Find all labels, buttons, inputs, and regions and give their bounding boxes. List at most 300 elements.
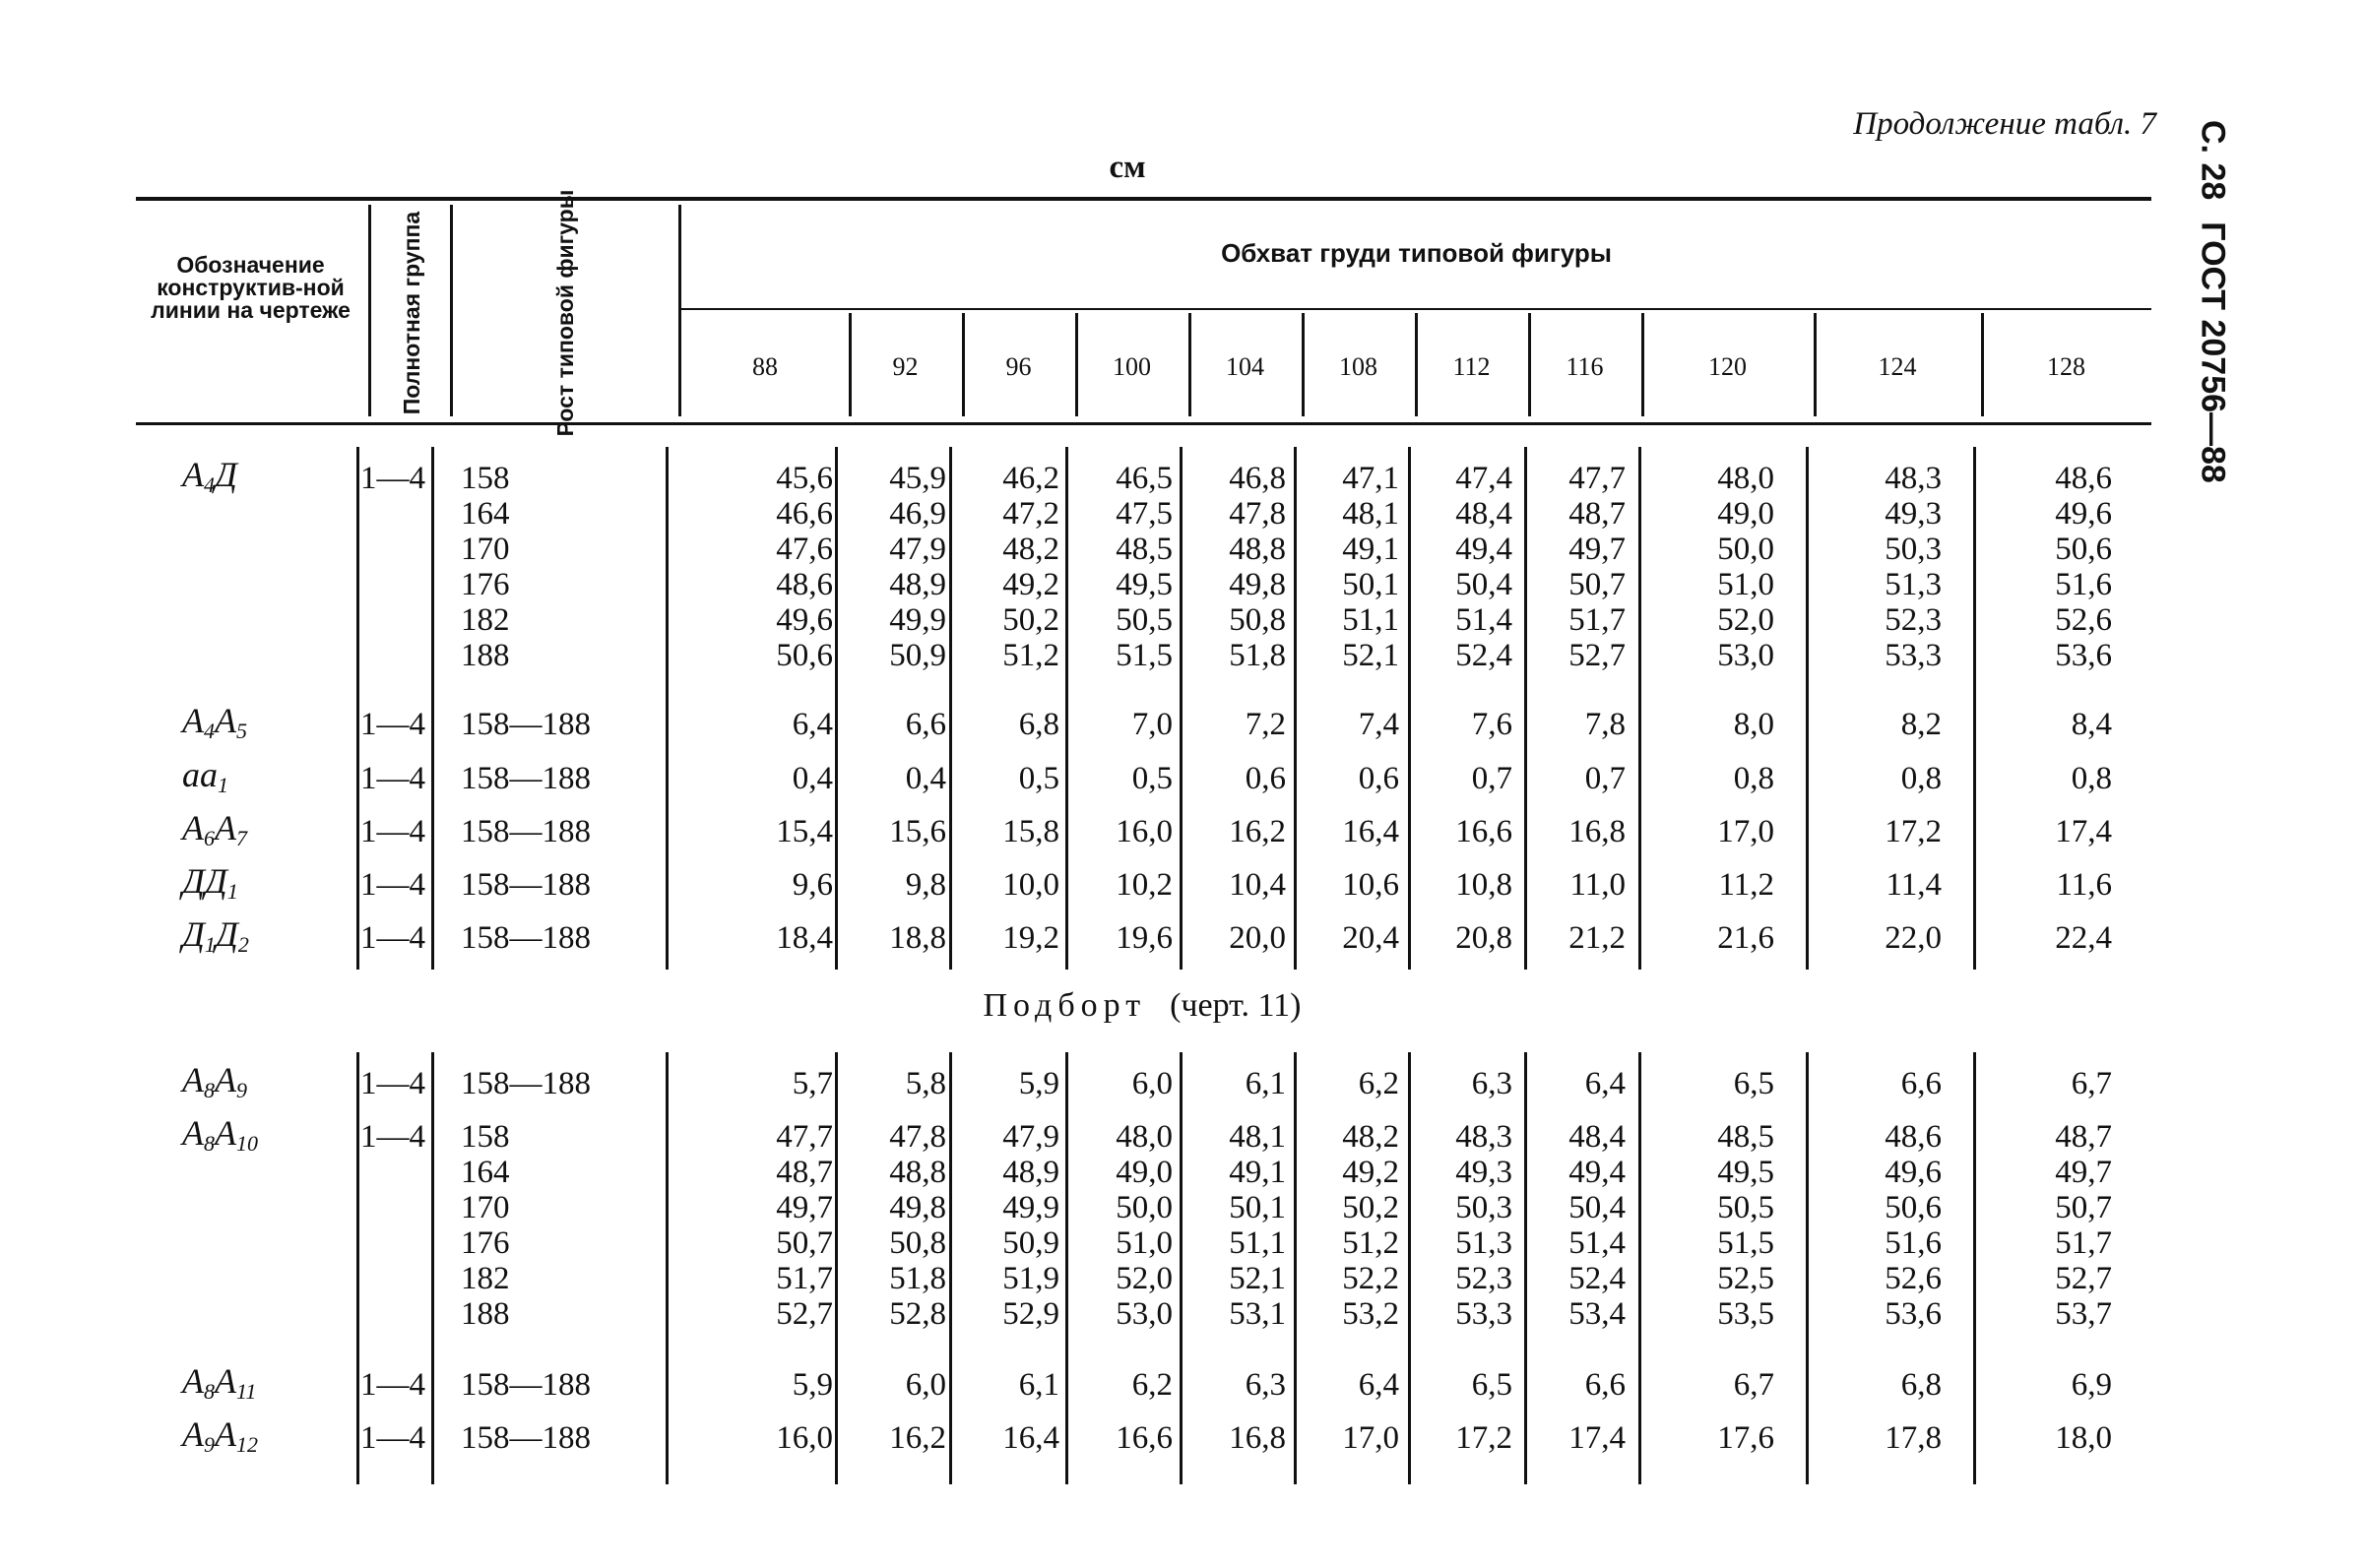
value-cell: 6,6 [1584,1367,1626,1403]
value-cell: 16,4 [1342,814,1399,849]
row-height: 182 [461,602,510,638]
value-cell: 47,8 [889,1119,946,1155]
value-cell: 47,8 [1229,496,1286,532]
value-cell: 6,4 [1358,1367,1399,1403]
value-cell: 52,8 [889,1296,946,1332]
value-cell: 51,6 [2055,567,2112,602]
value-cell: 50,3 [1455,1190,1512,1225]
value-cell: 51,2 [1342,1225,1399,1261]
value-cell: 15,4 [776,814,833,849]
header-vline-2 [450,205,453,416]
value-cell: 6,7 [2071,1066,2112,1101]
designation-part: А [215,1361,236,1401]
value-cell: 46,5 [1116,461,1173,496]
value-cell: 51,1 [1229,1225,1286,1261]
value-cell: 48,6 [776,567,833,602]
header-vline-3 [678,205,681,416]
designation-part: А [215,1060,236,1099]
value-cell: 16,2 [1229,814,1286,849]
value-cell: 50,8 [1229,602,1286,638]
value-cell: 48,8 [1229,532,1286,567]
section-title-text: Подборт [983,987,1147,1024]
size-header-100: 100 [1113,352,1151,381]
value-cell: 52,7 [2055,1261,2112,1296]
value-cell: 48,7 [776,1155,833,1190]
size-header-108: 108 [1339,352,1377,381]
value-cell: 51,3 [1885,567,1942,602]
row-group: 1—4 [360,920,425,956]
size-header-divider [1075,313,1078,416]
value-cell: 19,6 [1116,920,1173,956]
value-cell: 10,6 [1342,867,1399,903]
designation-part: А [182,1113,204,1153]
row-height: 158—188 [461,814,591,849]
value-cell: 49,1 [1229,1155,1286,1190]
value-cell: 49,2 [1342,1155,1399,1190]
row-group: 1—4 [360,1367,425,1403]
value-cell: 51,4 [1568,1225,1626,1261]
value-cell: 48,5 [1717,1119,1774,1155]
value-cell: 52,2 [1342,1261,1399,1296]
designation-part: 8 [204,1078,215,1102]
value-cell: 48,9 [1002,1155,1059,1190]
value-cell: 7,0 [1131,707,1173,742]
value-cell: 50,1 [1342,567,1399,602]
body-column-divider [1408,447,1411,970]
value-cell: 6,0 [1131,1066,1173,1101]
value-cell: 52,3 [1455,1261,1512,1296]
value-cell: 49,6 [2055,496,2112,532]
value-cell: 52,5 [1717,1261,1774,1296]
row-height: 158—188 [461,707,591,742]
size-header-divider [1981,313,1984,416]
side-header [2178,120,2247,543]
designation-part: А [182,808,204,847]
value-cell: 17,4 [1568,1420,1626,1456]
value-cell: 6,0 [905,1367,946,1403]
value-cell: 51,3 [1455,1225,1512,1261]
size-header-92: 92 [892,352,919,381]
row-height: 170 [461,1190,510,1225]
value-cell: 6,9 [2071,1367,2112,1403]
size-header-112: 112 [1452,352,1491,381]
designation-part: 1 [204,932,216,957]
value-cell: 52,0 [1116,1261,1173,1296]
value-cell: 49,7 [2055,1155,2112,1190]
value-cell: 48,3 [1455,1119,1512,1155]
value-cell: 53,2 [1342,1296,1399,1332]
row-designation [182,916,249,963]
row-height: 158—188 [461,867,591,903]
value-cell: 49,8 [889,1190,946,1225]
value-cell: 6,4 [1584,1066,1626,1101]
size-header-divider [1528,313,1531,416]
body-column-divider [1408,1052,1411,1484]
row-designation [182,1115,258,1161]
value-cell: 8,0 [1733,707,1774,742]
body-column-divider [431,1052,434,1484]
designation-part: 9 [204,1432,215,1457]
header-bottom-rule [136,422,2151,425]
size-header-116: 116 [1566,352,1604,381]
value-cell: 50,5 [1717,1190,1774,1225]
row-group: 1—4 [360,1066,425,1101]
value-cell: 48,4 [1455,496,1512,532]
designation-part: Д [215,455,237,494]
value-cell: 0,6 [1245,761,1286,796]
value-cell: 52,6 [1885,1261,1942,1296]
value-cell: 21,2 [1568,920,1626,956]
value-cell: 48,8 [889,1155,946,1190]
row-height: 158—188 [461,1420,591,1456]
value-cell: 49,0 [1116,1155,1173,1190]
size-header-120: 120 [1708,352,1747,381]
value-cell: 10,2 [1116,867,1173,903]
value-cell: 20,8 [1455,920,1512,956]
body-column-divider [1638,1052,1641,1484]
value-cell: 48,6 [1885,1119,1942,1155]
size-header-124: 124 [1878,352,1917,381]
value-cell: 5,9 [1018,1066,1059,1101]
row-height: 158 [461,1119,510,1155]
designation-part: 12 [236,1432,258,1457]
value-cell: 48,5 [1116,532,1173,567]
section-title-reference: (черт. 11) [1170,987,1302,1024]
body-column-divider [949,1052,952,1484]
value-cell: 47,6 [776,532,833,567]
value-cell: 49,8 [1229,567,1286,602]
body-column-divider [1294,447,1297,970]
value-cell: 53,6 [2055,638,2112,673]
designation-part: Д [215,914,238,954]
table-caption: Продолжение табл. 7 [1853,106,2156,142]
value-cell: 53,4 [1568,1296,1626,1332]
designation-part: 8 [204,1131,215,1156]
value-cell: 6,5 [1733,1066,1774,1101]
value-cell: 47,9 [1002,1119,1059,1155]
value-cell: 49,6 [1885,1155,1942,1190]
value-cell: 50,4 [1568,1190,1626,1225]
body-column-divider [1806,1052,1809,1484]
value-cell: 50,7 [1568,567,1626,602]
row-group: 1—4 [360,707,425,742]
designation-part: А [215,1113,236,1153]
value-cell: 47,7 [1568,461,1626,496]
value-cell: 50,2 [1342,1190,1399,1225]
row-group: 1—4 [360,814,425,849]
size-header-128: 128 [2047,352,2085,381]
value-cell: 46,2 [1002,461,1059,496]
body-column-divider [1180,1052,1183,1484]
row-height: 164 [461,496,510,532]
value-cell: 11,2 [1718,867,1774,903]
body-column-divider [1973,447,1976,970]
designation-part: А [182,1414,204,1454]
designation-part: А [215,701,236,740]
value-cell: 0,8 [1733,761,1774,796]
designation-part: 8 [204,1379,215,1404]
value-cell: 16,8 [1229,1420,1286,1456]
value-cell: 6,4 [792,707,833,742]
value-cell: 9,8 [905,867,946,903]
designation-part: 2 [237,932,249,957]
value-cell: 49,4 [1455,532,1512,567]
value-cell: 49,7 [1568,532,1626,567]
value-cell: 6,6 [1900,1066,1942,1101]
designation-part: А [182,1060,204,1099]
row-group: 1—4 [360,867,425,903]
size-header-divider [849,313,852,416]
value-cell: 52,7 [776,1296,833,1332]
designation-part: ДД [182,861,227,901]
value-cell: 49,3 [1885,496,1942,532]
size-header-divider [962,313,965,416]
row-designation [182,757,228,803]
value-cell: 8,2 [1900,707,1942,742]
top-rule [136,197,2151,201]
row-designation [182,1062,247,1108]
value-cell: 49,6 [776,602,833,638]
value-cell: 50,6 [2055,532,2112,567]
size-header-divider [1415,313,1418,416]
value-cell: 48,7 [2055,1119,2112,1155]
value-cell: 53,6 [1885,1296,1942,1332]
value-cell: 5,7 [792,1066,833,1101]
row-designation [182,703,247,749]
row-group: 1—4 [360,1119,425,1155]
body-column-divider [835,1052,838,1484]
value-cell: 49,9 [1002,1190,1059,1225]
value-cell: 52,1 [1342,638,1399,673]
value-cell: 0,7 [1584,761,1626,796]
value-cell: 48,4 [1568,1119,1626,1155]
value-cell: 46,9 [889,496,946,532]
value-cell: 53,3 [1885,638,1942,673]
designation-part: А [182,455,204,494]
value-cell: 16,0 [776,1420,833,1456]
row-height: 158—188 [461,1367,591,1403]
side-standard-code: ГОСТ 20756—88 [2194,221,2232,483]
value-cell: 49,3 [1455,1155,1512,1190]
value-cell: 17,8 [1885,1420,1942,1456]
value-cell: 6,5 [1471,1367,1512,1403]
chest-header-rule [681,308,2151,310]
value-cell: 51,6 [1885,1225,1942,1261]
value-cell: 48,1 [1229,1119,1286,1155]
size-header-divider [1188,313,1191,416]
value-cell: 47,4 [1455,461,1512,496]
row-height: 158 [461,461,510,496]
value-cell: 50,9 [889,638,946,673]
value-cell: 51,2 [1002,638,1059,673]
value-cell: 51,5 [1717,1225,1774,1261]
value-cell: 50,6 [1885,1190,1942,1225]
value-cell: 5,8 [905,1066,946,1101]
size-header-divider [1302,313,1305,416]
value-cell: 22,0 [1885,920,1942,956]
value-cell: 16,4 [1002,1420,1059,1456]
value-cell: 49,1 [1342,532,1399,567]
body-column-divider [1180,447,1183,970]
value-cell: 50,0 [1116,1190,1173,1225]
value-cell: 48,1 [1342,496,1399,532]
body-column-divider [356,1052,359,1484]
value-cell: 52,4 [1455,638,1512,673]
value-cell: 49,0 [1717,496,1774,532]
value-cell: 47,7 [776,1119,833,1155]
designation-part: 4 [204,719,215,743]
value-cell: 7,2 [1245,707,1286,742]
body-column-divider [949,447,952,970]
value-cell: 50,1 [1229,1190,1286,1225]
value-cell: 6,1 [1018,1367,1059,1403]
value-cell: 22,4 [2055,920,2112,956]
designation-part: 11 [236,1379,257,1404]
value-cell: 49,9 [889,602,946,638]
value-cell: 46,6 [776,496,833,532]
row-group: 1—4 [360,761,425,796]
value-cell: 11,4 [1886,867,1942,903]
value-cell: 7,8 [1584,707,1626,742]
row-height: 158—188 [461,761,591,796]
value-cell: 51,4 [1455,602,1512,638]
designation-part: А [182,701,204,740]
designation-part: 1 [218,773,228,797]
value-cell: 47,2 [1002,496,1059,532]
row-height: 164 [461,1155,510,1190]
value-cell: 16,2 [889,1420,946,1456]
body-column-divider [666,1052,669,1484]
value-cell: 53,1 [1229,1296,1286,1332]
size-header-96: 96 [1005,352,1032,381]
designation-part: 5 [236,719,247,743]
value-cell: 51,8 [889,1261,946,1296]
value-cell: 20,0 [1229,920,1286,956]
designation-part: 7 [236,826,247,850]
value-cell: 45,9 [889,461,946,496]
value-cell: 49,5 [1116,567,1173,602]
value-cell: 5,9 [792,1367,833,1403]
value-cell: 50,6 [776,638,833,673]
body-column-divider [431,447,434,970]
designation-part: 10 [236,1131,258,1156]
row-height: 188 [461,638,510,673]
row-designation [182,457,237,503]
value-cell: 20,4 [1342,920,1399,956]
body-column-divider [1638,447,1641,970]
value-cell: 21,6 [1717,920,1774,956]
value-cell: 6,8 [1018,707,1059,742]
unit-label: см [1109,150,1146,185]
value-cell: 0,6 [1358,761,1399,796]
value-cell: 52,6 [2055,602,2112,638]
value-cell: 10,4 [1229,867,1286,903]
value-cell: 50,3 [1885,532,1942,567]
body-column-divider [835,447,838,970]
value-cell: 52,7 [1568,638,1626,673]
value-cell: 0,5 [1131,761,1173,796]
value-cell: 0,8 [1900,761,1942,796]
body-column-divider [666,447,669,970]
value-cell: 53,0 [1116,1296,1173,1332]
value-cell: 6,7 [1733,1367,1774,1403]
value-cell: 50,9 [1002,1225,1059,1261]
row-height: 170 [461,532,510,567]
value-cell: 52,0 [1717,602,1774,638]
value-cell: 16,0 [1116,814,1173,849]
value-cell: 52,4 [1568,1261,1626,1296]
body-column-divider [1065,447,1068,970]
designation-part: Д [182,914,205,954]
size-header-88: 88 [752,352,778,381]
value-cell: 0,5 [1018,761,1059,796]
row-designation [182,810,247,856]
value-cell: 6,1 [1245,1066,1286,1101]
size-header-104: 104 [1226,352,1264,381]
value-cell: 48,9 [889,567,946,602]
value-cell: 51,0 [1116,1225,1173,1261]
value-cell: 53,0 [1717,638,1774,673]
value-cell: 6,6 [905,707,946,742]
value-cell: 11,6 [2056,867,2112,903]
value-cell: 51,9 [1002,1261,1059,1296]
value-cell: 50,0 [1717,532,1774,567]
value-cell: 51,7 [776,1261,833,1296]
value-cell: 6,2 [1131,1367,1173,1403]
row-group: 1—4 [360,1420,425,1456]
value-cell: 18,8 [889,920,946,956]
value-cell: 52,1 [1229,1261,1286,1296]
row-designation [182,1416,258,1463]
value-cell: 19,2 [1002,920,1059,956]
value-cell: 49,7 [776,1190,833,1225]
header-designation: Обозначение конструктив-ной линии на чертеже [151,252,351,323]
value-cell: 49,4 [1568,1155,1626,1190]
row-designation [182,863,238,909]
row-designation [182,1363,256,1410]
value-cell: 17,2 [1885,814,1942,849]
value-cell: 17,4 [2055,814,2112,849]
row-height: 176 [461,1225,510,1261]
value-cell: 53,5 [1717,1296,1774,1332]
value-cell: 0,4 [792,761,833,796]
value-cell: 18,0 [2055,1420,2112,1456]
section-title [748,987,1536,1025]
value-cell: 9,6 [792,867,833,903]
row-height: 158—188 [461,1066,591,1101]
value-cell: 45,6 [776,461,833,496]
value-cell: 50,5 [1116,602,1173,638]
value-cell: 15,8 [1002,814,1059,849]
value-cell: 47,9 [889,532,946,567]
value-cell: 51,7 [1568,602,1626,638]
body-column-divider [1806,447,1809,970]
side-page-number: С. 28 [2194,120,2232,201]
value-cell: 16,6 [1455,814,1512,849]
value-cell: 6,2 [1358,1066,1399,1101]
value-cell: 48,3 [1885,461,1942,496]
value-cell: 15,6 [889,814,946,849]
value-cell: 50,4 [1455,567,1512,602]
value-cell: 11,0 [1569,867,1626,903]
designation-part: А [215,1414,236,1454]
value-cell: 50,7 [2055,1190,2112,1225]
value-cell: 10,8 [1455,867,1512,903]
value-cell: 49,5 [1717,1155,1774,1190]
row-height: 158—188 [461,920,591,956]
designation-part: 6 [204,826,215,850]
size-header-divider [1641,313,1644,416]
